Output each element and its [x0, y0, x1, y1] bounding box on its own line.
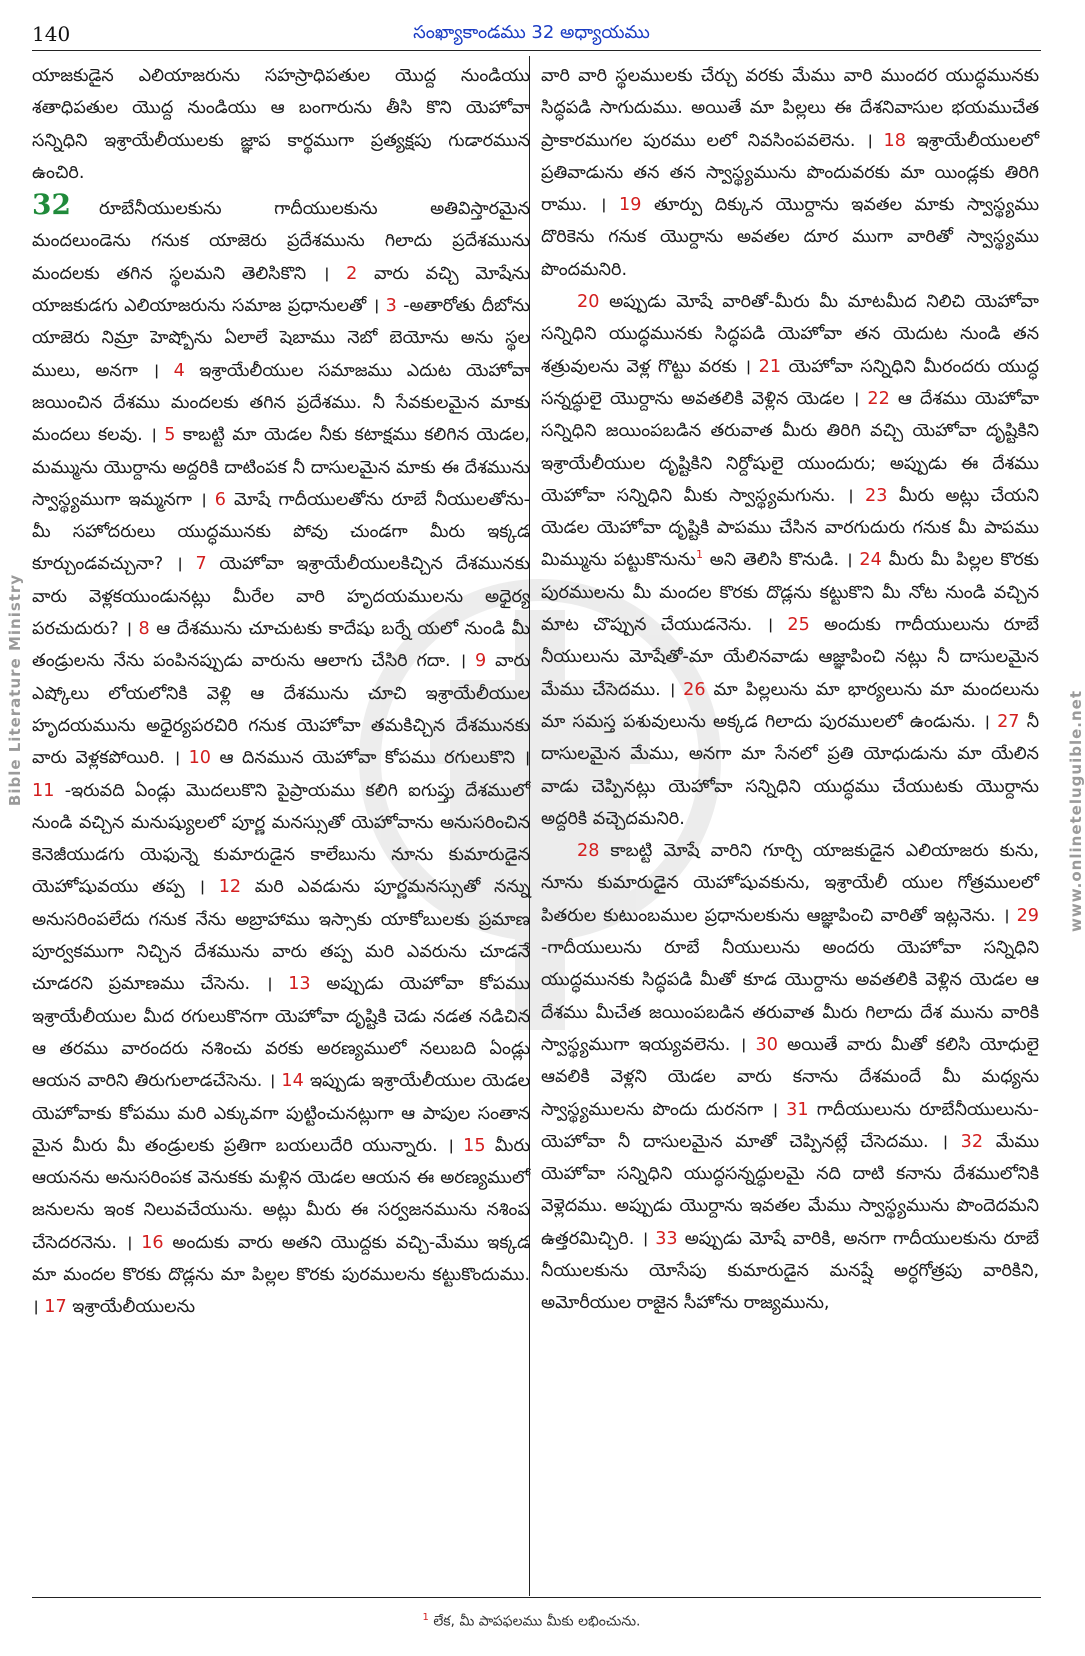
verse-number: 31	[786, 1099, 809, 1120]
verse-number: 12	[218, 877, 242, 898]
verse-number: 29	[1016, 905, 1039, 926]
verse-number: 32	[960, 1131, 984, 1152]
verse-number: 16	[141, 1232, 164, 1253]
verse-number: 24	[859, 550, 882, 571]
verse-number: 23	[865, 485, 888, 506]
footnote-reference: 1	[695, 548, 703, 562]
verse-number: 14	[281, 1071, 304, 1092]
verse-number: 6	[214, 489, 226, 510]
paragraph: 28 కాబట్టి మోషే వారిని గూర్చి యాజకుడైన ఎలియాజరు కును, నూను కుమారుడైన యెహోషువకును, ఇశ్రాయేలీ యుల గోత్రములలో పితరుల కుటుంబముల ప్రధానులకును ఆజ్ఞాపించి వారితో ఇట్లనెను. । 29 -గాదీయులును రూబే నీయులును అందరు యెహోవా సన్నిధిని యుద్ధమునకు సిద్ధపడి మీతో కూడ యొర్దాను అవతలికి వెళ్లిన యెడల ఆ దేశము మీచేత జయింపబడిన తరువాత మీరు గిలాదు దేశ మును వారికి స్వాస్థ్యముగా ఇయ్యవలెను. । 30 అయితే వారు మీతో కలిసి యోధులై ఆవలికి వెళ్లని యెడల వారు కనాను దేశమందే మీ మధ్యను స్వాస్థ్యములను పొందు దురనగా । 31 గాదీయులును రూబేనీయులును-యెహోవా నీ దాసులమైన మాతో చెప్పినట్లే చేసెదము. । 32 మేము యెహోవా సన్నిధిని యుద్ధసన్నద్ధులమై నది దాటి కనాను దేశములోనికి వెళ్లెదము. అప్పుడు యొర్దాను ఇవతల మేము స్వాస్థ్యమును పొందెదమని ఉత్తరమిచ్చిరి. । 33 అప్పుడు మోషే వారికి, అనగా గాదీయులకును రూబే నీయులకును యోసేపు కుమారుడైన మనష్షే అర్ధగోత్రపు వారికిని, అమోరీయుల రాజైన సీహోను రాజ్యమును,	[541, 841, 1040, 1314]
verse-number: 25	[787, 615, 810, 636]
verse-number: 3	[385, 296, 397, 317]
paragraph: వారి వారి స్థలములకు చేర్చు వరకు మేము వారి ముందర యుద్ధమునకు సిద్ధపడి సాగుదుము. అయితే మా పిల్లలు ఈ దేశనివాసుల భయముచేత ప్రాకారముగల పురము లలో నివసింపవలెను. । 18 ఇశ్రాయేలీయులలో ప్రతివాడును తన తన స్వాస్థ్యమును పొందువరకు మా యిండ్లకు తిరిగి రాము. । 19 తూర్పు దిక్కున యొర్దాను ఇవతల మాకు స్వాస్థ్యము దొరికెను గనుక యొర్దాను అవతల దూర ముగా వారితో స్వాస్థ్యము పొందమనిరి.	[541, 66, 1040, 280]
side-label-right: www.onlineteluguible.net	[1067, 690, 1085, 932]
paragraph: 32 రూబేనీయులకును గాదీయులకును అతివిస్తారమైన మందలుండెను గనుక యాజెరు ప్రదేశమును గిలాదు ప్రదేశమును మందలకు తగిన స్థలమని తెలిసికొని । 2 వారు వచ్చి మోషేను యాజకుడగు ఎలియాజరును సమాజ ప్రధానులతో । 3 -అతారోతు దీబోను యాజెరు నిమ్రా హెష్బోను ఏలాలే షెబాము నెబో బెయోను అను స్థల ములు, అనగా । 4 ఇశ్రాయేలీయుల సమాజము ఎదుట యెహోవా జయించిన దేశము మందలకు తగిన ప్రదేశము. నీ సేవకులమైన మాకు మందలు కలవు. । 5 కాబట్టి మా యెడల నీకు కటాక్షము కలిగిన యెడల, మమ్మును యొర్దాను అద్దరికి దాటింపక నీ దాసులమైన మాకు ఈ దేశమును స్వాస్థ్యముగా ఇమ్మనగా । 6 మోషే గాదీయులతోను రూబే నీయులతోను-మీ సహోదరులు యుద్ధమునకు పోవు చుండగా మీరు ఇక్కడ కూర్చుండవచ్చునా? । 7 యెహోవా ఇశ్రాయేలీయులకిచ్చిన దేశమునకు వారు వెళ్లకయుండునట్లు మీరేల వారి హృదయములను అధైర్య పరచుదురు? । 8 ఆ దేశమును చూచుటకు కాదేషు బర్నే యలో నుండి మీ తండ్రులను నేను పంపినప్పుడు వారును ఆలాగు చేసిరి గదా. । 9 వారు ఎష్కోలు లోయలోనికి వెళ్లి ఆ దేశమును చూచి ఇశ్రాయేలీయుల హృదయమును అధైర్యపరచిరి గనుక యెహోవా తమకిచ్చిన దేశమునకు వారు వెళ్లకపోయిరి. । 10 ఆ దినమున యెహోవా కోపము రగులుకొని । 11 -ఇరువది ఏండ్లు మొదలుకొని పైప్రాయము కలిగి ఐగుప్తు దేశములో నుండి వచ్చిన మనుష్యులలో పూర్ణ మనస్సుతో యెహోవాను అనుసరించిన కెనెజీయుడగు యెఫున్నె కుమారుడైన కాలేబును నూను కుమారుడైన యెహోషువయు తప్ప । 12 మరి ఎవడును పూర్ణమనస్సుతో నన్ను అనుసరింపలేదు గనుక నేను అబ్రాహాము ఇస్సాకు యాకోబులకు ప్రమాణ పూర్వకముగా నిచ్చిన దేశమును వారు తప్ప మరి ఎవరును చూడనే చూడరని ప్రమాణము చేసెను. । 13 అప్పుడు యెహోవా కోపము ఇశ్రాయేలీయుల మీద రగులుకొనగా యెహోవా దృష్టికి చెడు నడత నడిచిన ఆ తరము వారందరు నశించు వరకు అరణ్యములో నలుబది ఏండ్లు ఆయన వారిని తిరుగులాడచేసెను. । 14 ఇప్పుడు ఇశ్రాయేలీయుల యెడల యెహోవాకు కోపము మరి ఎక్కువగా పుట్టించునట్లుగా ఆ పాపుల సంతాన మైన మీరు మీ తండ్రులకు ప్రతిగా బయలుదేరి యున్నారు. । 15 మీరు ఆయనను అనుసరింపక వెనుకకు మళ్లిన యెడల ఆయన ఈ అరణ్యములో జనులను ఇంక నిలువచేయును. అట్లు మీరు ఈ సర్వజనమును నశింప చేసెదరనెను. । 16 అందుకు వారు అతని యొద్దకు వచ్చి-మేము ఇక్కడ మా మందల కొరకు దొడ్లను మా పిల్లల కొరకు పురములను కట్టుకొందుము. । 17 ఇశ్రాయేలీయులను	[32, 188, 531, 1318]
page-number: 140	[32, 22, 71, 46]
paragraph: యాజకుడైన ఎలియాజరును సహస్రాధిపతుల యొద్ద నుండియు శతాధిపతుల యొద్ద నుండియు ఆ బంగారును తీసి కొని యెహోవా సన్నిధిని ఇశ్రాయేలీయులకు జ్ఞాప కార్థముగా ప్రత్యక్షపు గుడారమున ఉంచిరి.	[32, 66, 531, 183]
verse-number: 26	[683, 679, 706, 700]
verse-number: 7	[195, 554, 207, 575]
footnote-text: లేక, మీ పాపఫలము మీకు లభించును.	[433, 1613, 641, 1630]
verse-number: 15	[463, 1135, 486, 1156]
verse-number: 4	[173, 360, 185, 381]
paragraph: 20 అప్పుడు మోషే వారితో-మీరు మీ మాటమీద నిలిచి యెహోవా సన్నిధిని యుద్ధమునకు సిద్ధపడి యెహోవా తన యెదుట నుండి తన శత్రువులను వెళ్ల గొట్టు వరకు । 21 యెహోవా సన్నిధిని మీరందరు యుద్ధ సన్నద్ధులై యొర్దాను అవతలికి వెళ్లిన యెడల । 22 ఆ దేశము యెహోవా సన్నిధిని జయింపబడిన తరువాత మీరు తిరిగి వచ్చి యెహోవా దృష్టికిని ఇశ్రాయేలీయుల దృష్టికిని నిర్దోషులై యుందురు; అప్పుడు ఈ దేశము యెహోవా సన్నిధిని మీకు స్వాస్థ్యమగును. । 23 మీరు అట్లు చేయని యెడల యెహోవా దృష్టికి పాపము చేసిన వారగుదురు గనుక మీ పాపము మిమ్మును పట్టుకొనును$^1$ అని తెలిసి కొనుడి. । 24 మీరు మీ పిల్లల కొరకు పురములను మీ మందల కొరకు దొడ్లను కట్టుకొని మీ నోట నుండి వచ్చిన మాట చొప్పున చేయుడనెను. । 25 అందుకు గాదీయులును రూబే నీయులును మోషేతో-మా యేలినవాడు ఆజ్ఞాపించి నట్లు నీ దాసులమైన మేము చేసెదము. । 26 మా పిల్లలును మా భార్యలును మా మందలును మా సమస్త పశువులును అక్కడ గిలాదు పురములలో ఉండును. । 27 నీ దాసులమైన మేము, అనగా మా సేనలో ప్రతి యోధుడును మా యేలిన వాడు చెప్పినట్లు యెహోవా సన్నిధిని యుద్ధము చేయుటకు యొర్దాను అద్దరికి వచ్చెదమనిరి.	[541, 292, 1040, 829]
footnote	[0, 1612, 1063, 1633]
verse-number: 33	[655, 1228, 678, 1249]
footnote-mark: 1	[422, 1612, 429, 1623]
verse-number: 11	[32, 780, 55, 801]
verse-number: 28	[577, 841, 600, 862]
verse-number: 21	[758, 356, 782, 377]
verse-number: 19	[619, 195, 642, 216]
verse-number: 2	[346, 263, 358, 284]
verse-number: 17	[44, 1297, 67, 1318]
right-column	[541, 60, 1039, 1320]
verse-number: 30	[755, 1034, 778, 1055]
left-column	[32, 60, 530, 1324]
verse-number: 13	[288, 974, 311, 995]
verse-number: 5	[164, 425, 176, 446]
verse-number: 18	[883, 130, 906, 151]
verse-number: 27	[997, 711, 1020, 732]
verse-number: 10	[188, 748, 211, 769]
chapter-number: 32	[32, 188, 71, 222]
footnote-rule	[32, 1597, 1041, 1598]
verse-number: 9	[475, 651, 487, 672]
column-divider	[529, 56, 530, 1596]
running-title: సంఖ్యాకాండము 32 అధ్యాయము	[413, 22, 650, 43]
side-label-left: Bible Literature Ministry	[6, 573, 24, 807]
verse-number: 8	[138, 619, 150, 640]
header-rule	[32, 50, 1041, 51]
verse-number: 22	[867, 388, 890, 409]
verse-number: 20	[577, 292, 600, 313]
page-header	[0, 0, 1063, 46]
